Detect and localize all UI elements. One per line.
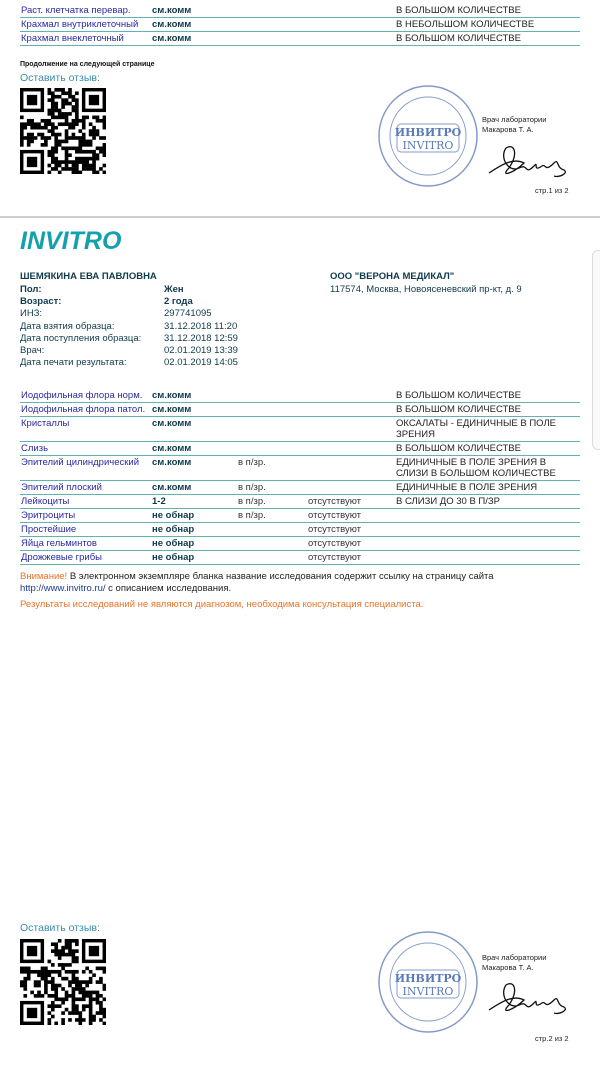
test-comment: В НЕБОЛЬШОМ КОЛИЧЕСТВЕ [396, 19, 535, 30]
test-name[interactable]: Иодофильная флора норм. [21, 390, 143, 401]
test-comment: В БОЛЬШОМ КОЛИЧЕСТВЕ [396, 390, 521, 401]
results-section-page2 [20, 389, 580, 611]
table-row [20, 442, 580, 456]
doctor-name: Макарова Т. А. [482, 963, 534, 972]
reference-range [308, 418, 396, 440]
stamp-seal [377, 84, 479, 192]
test-unit [238, 418, 308, 440]
reference-range [308, 390, 396, 401]
reference-range [308, 457, 396, 479]
qr-code-2[interactable] [20, 939, 106, 1025]
table-row [20, 389, 580, 403]
test-name[interactable]: Эпителий плоский [21, 482, 102, 493]
test-name[interactable]: Эпителий цилиндрический [21, 457, 140, 468]
scrollbar[interactable] [592, 250, 600, 450]
table-row [20, 403, 580, 417]
table-row [20, 495, 580, 509]
reference-range [308, 443, 396, 454]
reference-range [308, 5, 396, 16]
doctor-info [482, 115, 546, 135]
test-unit [238, 538, 308, 549]
test-name[interactable]: Слизь [21, 443, 49, 454]
invitro-logo: INVITRO [20, 227, 122, 255]
note-tail: с описанием исследования. [105, 583, 232, 594]
reference-range: отсутствуют [308, 552, 362, 563]
doctor-title: Врач лаборатории [482, 953, 547, 962]
test-name[interactable]: Иодофильная флора патол. [21, 404, 146, 415]
test-unit [238, 390, 308, 401]
test-unit [238, 5, 308, 16]
test-value: не обнар [152, 538, 195, 549]
test-value: см.комм [152, 482, 192, 493]
note-text: В электронном экземпляре бланка название исследования содержит ссылку на страницу сайта [67, 571, 494, 582]
clinic-address: 117574, Москва, Новоясеневский пр-кт, д. 9 [330, 284, 522, 295]
test-value: см.комм [152, 5, 192, 16]
continued-note: Продолжение на следующей странице [20, 61, 155, 68]
field-label: Дата взятия образца: [20, 320, 115, 332]
table-row [20, 4, 580, 18]
test-comment: В БОЛЬШОМ КОЛИЧЕСТВЕ [396, 33, 521, 44]
table-row [20, 551, 580, 565]
invitro-link[interactable]: http://www.invitro.ru/ [20, 583, 106, 594]
page-divider [0, 216, 600, 218]
test-value: не обнар [152, 524, 195, 535]
test-name[interactable]: Лейкоциты [21, 496, 70, 507]
svg-text:INVITRO: INVITRO [402, 139, 454, 152]
field-value: 02.01.2019 13:39 [164, 345, 238, 356]
signature-2 [484, 975, 574, 1020]
test-comment [396, 552, 580, 563]
test-comment: ОКСАЛАТЫ - ЕДИНИЧНЫЕ В ПОЛЕ ЗРЕНИЯ [396, 418, 557, 440]
test-name[interactable]: Дрожжевые грибы [21, 552, 103, 563]
field-label: Врач: [20, 345, 45, 356]
test-value: см.комм [152, 418, 192, 429]
field-value: 31.12.2018 11:20 [164, 320, 238, 332]
test-name[interactable]: Кристаллы [21, 418, 70, 429]
table-row [20, 509, 580, 523]
reference-range [308, 33, 396, 44]
test-unit: в п/зр. [238, 496, 266, 507]
electronic-note [20, 571, 580, 595]
test-value: 1-2 [152, 496, 166, 507]
test-unit: в п/зр. [238, 482, 266, 493]
test-comment [396, 538, 580, 549]
signature [484, 138, 574, 183]
test-name[interactable]: Яйца гельминтов [21, 538, 97, 549]
disclaimer: Результаты исследований не являются диагнозом, необходима консультация специалиста. [20, 599, 424, 610]
field-value: 297741095 [164, 308, 212, 320]
test-name[interactable]: Эритроциты [21, 510, 76, 521]
field-value: 02.01.2019 14:05 [164, 357, 238, 369]
patient-name: ШЕМЯКИНА ЕВА ПАВЛОВНА [20, 271, 157, 282]
test-unit [238, 443, 308, 454]
qr-code[interactable] [20, 88, 106, 174]
test-unit: в п/зр. [238, 457, 266, 468]
feedback-label[interactable]: Оставить отзыв: [20, 72, 100, 84]
clinic-name: ООО "ВЕРОНА МЕДИКАЛ" [330, 271, 455, 282]
field-value: 2 года [164, 296, 193, 308]
test-unit [238, 552, 308, 563]
svg-text:ИНВИТРО: ИНВИТРО [394, 972, 462, 985]
test-value: не обнар [152, 552, 195, 563]
test-unit [238, 524, 308, 535]
page-number-2: стр.2 из 2 [535, 1034, 569, 1043]
test-unit [238, 19, 308, 30]
table-row [20, 481, 580, 495]
table-row [20, 32, 580, 46]
stamp-seal-2 [377, 930, 479, 1038]
test-comment: ЕДИНИЧНЫЕ В ПОЛЕ ЗРЕНИЯ В СЛИЗИ В БОЛЬШОМ КОЛИЧЕСТВЕ [396, 457, 556, 479]
warning-label: Внимание! [20, 571, 68, 582]
page-number: стр.1 из 2 [535, 186, 569, 195]
test-comment: ЕДИНИЧНЫЕ В ПОЛЕ ЗРЕНИЯ [396, 482, 538, 493]
field-label: Пол: [20, 284, 42, 295]
reference-range: отсутствуют [308, 496, 362, 507]
test-value: см.комм [152, 457, 192, 468]
test-unit [238, 404, 308, 415]
field-label: Дата поступления образца: [20, 332, 142, 344]
test-comment [396, 510, 580, 521]
test-value: см.комм [152, 19, 192, 30]
table-row [20, 18, 580, 32]
field-label: Возраст: [20, 296, 62, 308]
table-row [20, 523, 580, 537]
field-label: Дата печати результата: [20, 357, 127, 369]
test-name[interactable]: Раст. клетчатка перевар. [21, 5, 131, 16]
field-value: 31.12.2018 12:59 [164, 332, 238, 344]
test-name[interactable]: Крахмал внеклеточный [21, 33, 124, 44]
table-row [20, 417, 580, 442]
reference-range: отсутствуют [308, 510, 362, 521]
field-value: Жен [164, 284, 184, 295]
test-name[interactable]: Крахмал внутриклеточный [21, 19, 139, 30]
svg-text:ИНВИТРО: ИНВИТРО [394, 126, 462, 139]
results-table-page2 [20, 389, 580, 565]
test-value: см.комм [152, 33, 192, 44]
test-value: не обнар [152, 510, 195, 521]
field-label: ИНЗ: [20, 308, 43, 320]
doctor-info-2 [482, 953, 546, 973]
reference-range [308, 19, 396, 30]
table-row [20, 456, 580, 481]
results-table-page1 [20, 4, 580, 46]
test-comment: В БОЛЬШОМ КОЛИЧЕСТВЕ [396, 404, 521, 415]
reference-range: отсутствуют [308, 524, 362, 535]
test-comment [396, 524, 580, 535]
doctor-name: Макарова Т. А. [482, 125, 534, 134]
test-comment: В БОЛЬШОМ КОЛИЧЕСТВЕ [396, 5, 521, 16]
test-unit: в п/зр. [238, 510, 266, 521]
test-comment: В СЛИЗИ ДО 30 В П/ЗР [396, 496, 500, 507]
test-value: см.комм [152, 404, 192, 415]
test-value: см.комм [152, 390, 192, 401]
test-unit [238, 33, 308, 44]
svg-text:INVITRO: INVITRO [402, 985, 454, 998]
doctor-title: Врач лаборатории [482, 115, 547, 124]
reference-range: отсутствуют [308, 538, 362, 549]
reference-range [308, 482, 396, 493]
test-value: см.комм [152, 443, 192, 454]
test-comment: В БОЛЬШОМ КОЛИЧЕСТВЕ [396, 443, 521, 454]
test-name[interactable]: Простейшие [21, 524, 77, 535]
table-row [20, 537, 580, 551]
feedback-label-2[interactable]: Оставить отзыв: [20, 922, 100, 934]
reference-range [308, 404, 396, 415]
